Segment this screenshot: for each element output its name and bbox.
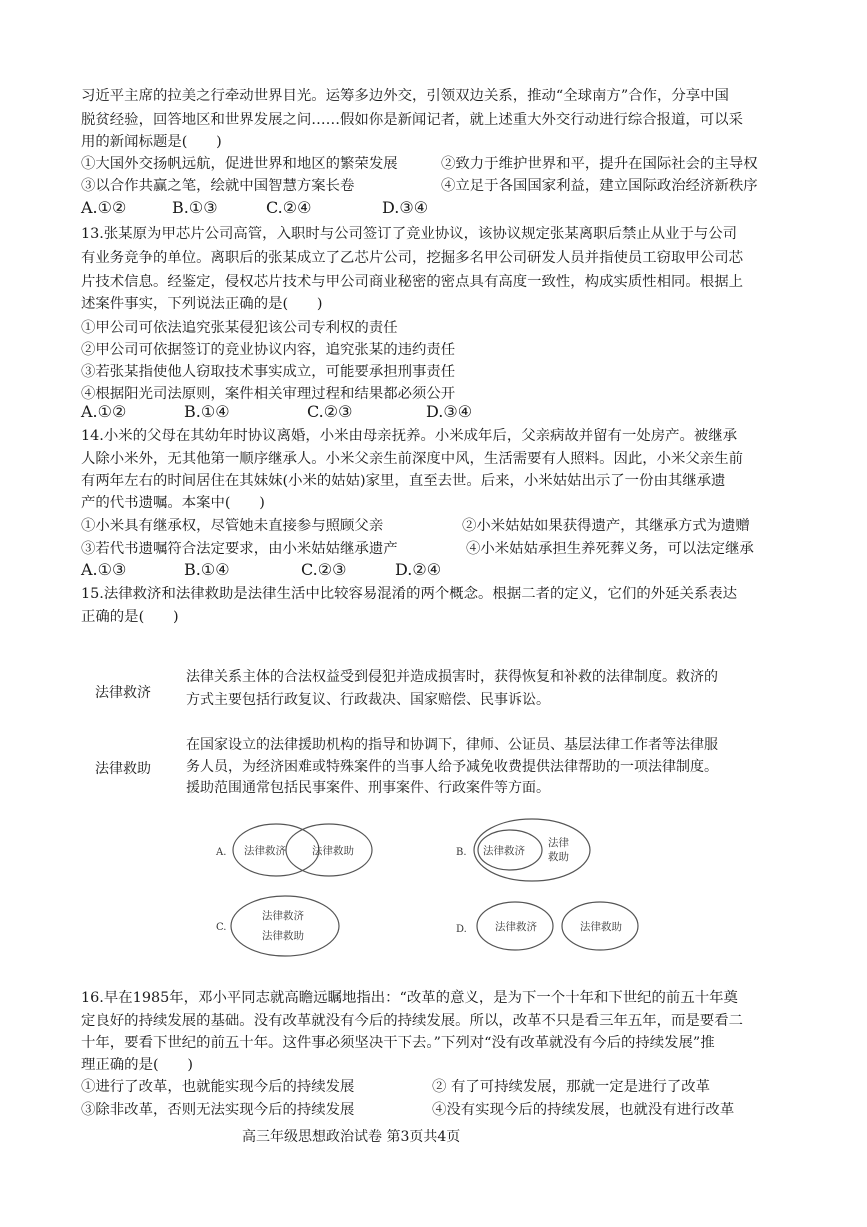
diagram-b-letter: B.	[456, 847, 467, 858]
q13-option-c: C.②③	[307, 402, 353, 421]
definition-term-1: 法律救济	[95, 685, 151, 701]
diagram-b	[456, 819, 590, 881]
q13-statement-3: ③若张某指使他人窃取技术事实成立，可能要承担刑事责任	[81, 364, 456, 380]
diagram-d-letter: D.	[456, 924, 467, 935]
q13-option-b: B.①④	[184, 402, 230, 421]
q14-statement-1: ①小米具有继承权，尽管她未直接参与照顾父亲	[81, 518, 384, 534]
q16-line-3: 十年，要看下世纪的前五十年。这件事必须坚决干下去。”下列对“没有改革就没有今后的持续发展”推	[81, 1035, 715, 1051]
q16-line-2: 定良好的持续发展的基础。没有改革就没有今后的持续发展。所以，改革不只是看三年五年，而是要看二	[81, 1013, 743, 1029]
q15-line-1: 15.法律救济和法律救助是法律生活中比较容易混淆的两个概念。根据二者的定义，它们的外延关系表达	[81, 586, 738, 602]
q13-statement-1: ①甲公司可依法追究张某侵犯该公司专利权的责任	[81, 320, 398, 336]
diagram-d-right-label: 法律救助	[580, 921, 622, 933]
definition-text-1-line-1: 法律关系主体的合法权益受到侵犯并造成损害时，获得恢复和补救的法律制度。救济的	[186, 669, 718, 685]
q16-statement-1: ①进行了改革，也就能实现今后的持续发展	[81, 1079, 355, 1095]
q14-option-d: D.②④	[395, 560, 442, 579]
q13-line-3: 片技术信息。经鉴定，侵权芯片技术与甲公司商业秘密的密点具有高度一致性，构成实质性相同。根据上	[81, 274, 743, 290]
diagram-c-top-label: 法律救济	[262, 910, 304, 922]
diagram-c	[216, 896, 339, 956]
q12-statement-4: ④立足于各国国家利益，建立国际政治经济新秩序	[441, 178, 758, 194]
q14-line-1: 14.小米的父母在其幼年时协议离婚，小米由母亲抚养。小米成年后，父亲病故并留有一处房产。被继承	[81, 428, 738, 444]
q13-option-d: D.③④	[426, 402, 473, 421]
q12-line-2: 脱贫经验，回答地区和世界发展之问……假如你是新闻记者，就上述重大外交行动进行综合报道，可以采	[81, 112, 743, 128]
definition-text-2-line-3: 援助范围通常包括民事案件、刑事案件、行政案件等方面。	[186, 780, 550, 796]
q14-statement-3: ③若代书遗嘱符合法定要求，由小米姑姑继承遗产	[81, 541, 398, 557]
diagram-c-bottom-label: 法律救助	[262, 930, 304, 942]
q13-statement-4: ④根据阳光司法原则，案件相关审理过程和结果都必须公开	[81, 386, 456, 402]
q12-option-c: C.②④	[266, 198, 312, 217]
q12-line-1: 习近平主席的拉美之行牵动世界目光。运筹多边外交，引领双边关系，推动“全球南方”合作，分享中国	[81, 88, 729, 104]
q14-statement-2: ②小米姑姑如果获得遗产，其继承方式为遗赠	[462, 518, 750, 534]
q14-line-3: 有两年左右的时间居住在其妹妹(小米的姑姑)家里，直至去世。后来，小米姑姑出示了一份由其继承遗	[81, 473, 726, 489]
q14-statement-4: ④小米姑姑承担生养死葬义务，可以法定继承	[466, 541, 754, 557]
q12-statement-2: ②致力于维护世界和平，提升在国际社会的主导权	[441, 156, 758, 172]
q16-statement-2: ② 有了可持续发展，那就一定是进行了改革	[432, 1079, 710, 1095]
diagram-a-letter: A.	[216, 847, 227, 858]
definition-text-2-line-1: 在国家设立的法律援助机构的指导和协调下，律师、公证员、基层法律工作者等法律服	[186, 737, 718, 753]
q13-line-1: 13.张某原为甲芯片公司高管，入职时与公司签订了竞业协议，该协议规定张某离职后禁止从业于与公司	[81, 226, 738, 242]
definition-term-2: 法律救助	[95, 761, 151, 777]
q13-line-4: 述案件事实，下列说法正确的是( )	[81, 296, 323, 312]
diagram-a-right-label: 法律救助	[312, 845, 354, 857]
q12-statement-1: ①大国外交扬帆远航，促进世界和地区的繁荣发展	[81, 156, 398, 172]
diagram-a	[215, 824, 372, 876]
q15-line-2: 正确的是( )	[81, 609, 179, 625]
q16-statement-3: ③除非改革，否则无法实现今后的持续发展	[81, 1102, 355, 1118]
q14-line-4: 产的代书遗嘱。本案中( )	[81, 495, 265, 511]
q12-line-3: 用的新闻标题是( )	[81, 134, 222, 150]
diagram-c-circle	[231, 896, 339, 956]
diagram-d	[456, 902, 638, 950]
q14-option-a: A.①③	[81, 560, 127, 579]
q12-option-b: B.①③	[172, 198, 218, 217]
q14-line-2: 人除小米外，无其他第一顺序继承人。小米父亲生前深度中风，生活需要有人照料。因此，小米父亲生前	[81, 451, 743, 467]
diagram-b-outer-label-1: 法律	[548, 837, 569, 849]
q16-line-1: 16.早在1985年，邓小平同志就高瞻远瞩地指出：“改革的意义，是为下一个十年和下世纪的前五十年奠	[81, 990, 738, 1006]
definition-text-1-line-2: 方式主要包括行政复议、行政裁决、国家赔偿、民事诉讼。	[186, 692, 550, 708]
diagram-d-left-label: 法律救济	[495, 921, 537, 933]
q12-option-a: A.①②	[81, 198, 127, 217]
q12-statement-3: ③以合作共赢之笔，绘就中国智慧方案长卷	[81, 178, 355, 194]
q13-line-2: 有业务竞争的单位。离职后的张某成立了乙芯片公司，挖掘多名甲公司研发人员并指使员工窃取甲公司芯	[81, 250, 743, 266]
q13-option-a: A.①②	[81, 402, 127, 421]
q16-statement-4: ④没有实现今后的持续发展，也就没有进行改革	[432, 1102, 735, 1118]
diagram-c-letter: C.	[216, 922, 227, 933]
q16-line-4: 理正确的是( )	[81, 1057, 193, 1073]
q14-option-b: B.①④	[184, 560, 230, 579]
q14-option-c: C.②③	[301, 560, 347, 579]
diagram-b-outer-label-2: 救助	[548, 851, 569, 863]
diagram-b-inner-label: 法律救济	[483, 845, 525, 857]
page-footer: 高三年级思想政治试卷 第3页共4页	[242, 1129, 461, 1145]
q12-option-d: D.③④	[382, 198, 429, 217]
q13-statement-2: ②甲公司可依据签订的竞业协议内容，追究张某的违约责任	[81, 342, 456, 358]
diagram-a-left-label: 法律救济	[244, 845, 286, 857]
definition-text-2-line-2: 务人员，为经济困难或特殊案件的当事人给予减免收费提供法律帮助的一项法律制度。	[186, 759, 718, 775]
